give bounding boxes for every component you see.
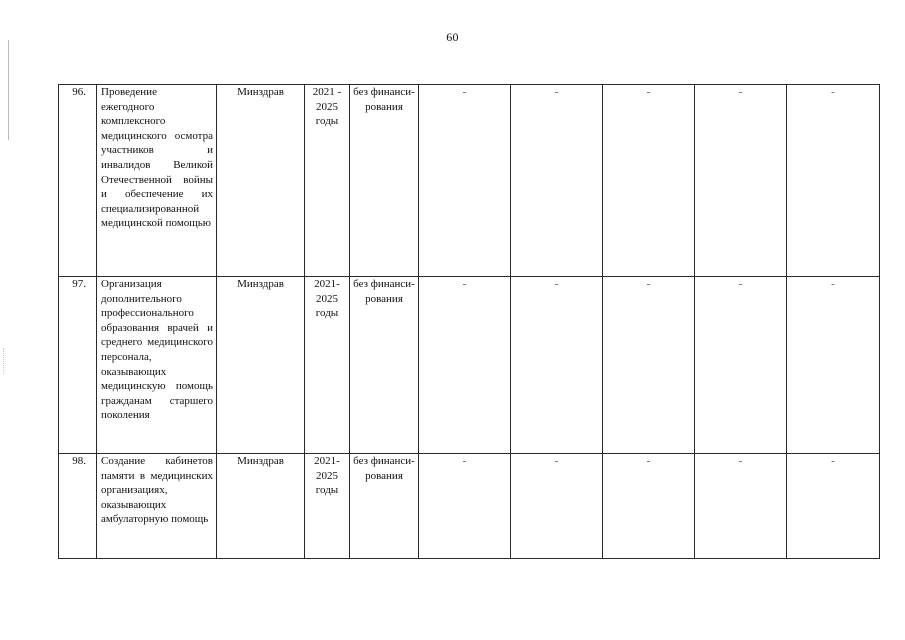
amount-cell: - <box>511 454 603 559</box>
amount-cell: - <box>511 277 603 454</box>
period-cell: 2021- 2025 годы <box>305 454 350 559</box>
table-row <box>59 277 880 454</box>
row-number: 96. <box>59 85 97 277</box>
amount-cell: - <box>603 85 695 277</box>
amount-cell: - <box>511 85 603 277</box>
table-row <box>59 454 880 559</box>
amount-cell: - <box>787 277 880 454</box>
measures-table <box>58 84 880 559</box>
executor-cell: Минздрав <box>217 277 305 454</box>
page-number: 60 <box>446 30 459 44</box>
measure-description: Проведение ежегодного комплексного медицинского осмотра участников и инвалидов Великой Отечественной войны и обеспечение их специализированной медицинской помощью <box>97 85 217 277</box>
amount-cell: - <box>603 454 695 559</box>
period-cell: 2021- 2025 годы <box>305 277 350 454</box>
amount-cell: - <box>787 454 880 559</box>
row-number: 98. <box>59 454 97 559</box>
amount-cell: - <box>419 85 511 277</box>
amount-cell: - <box>787 85 880 277</box>
financing-cell: без финанси- рования <box>350 85 419 277</box>
executor-cell: Минздрав <box>217 85 305 277</box>
amount-cell: - <box>419 454 511 559</box>
row-number: 97. <box>59 277 97 454</box>
executor-cell: Минздрав <box>217 454 305 559</box>
table-row <box>59 85 880 277</box>
amount-cell: - <box>695 454 787 559</box>
scan-specks-mark <box>3 348 12 374</box>
amount-cell: - <box>695 85 787 277</box>
amount-cell: - <box>419 277 511 454</box>
financing-cell: без финанси- рования <box>350 454 419 559</box>
measure-description: Создание кабинетов памяти в медицинских организациях, оказывающих амбулаторную помощь <box>97 454 217 559</box>
amount-cell: - <box>695 277 787 454</box>
measure-description: Организация дополнительного профессионального образования врачей и среднего медицинского персонала, оказывающих медицинскую помощь гражданам старшего поколения <box>97 277 217 454</box>
scan-edge-mark <box>8 40 9 140</box>
amount-cell: - <box>603 277 695 454</box>
period-cell: 2021 - 2025 годы <box>305 85 350 277</box>
financing-cell: без финанси- рования <box>350 277 419 454</box>
